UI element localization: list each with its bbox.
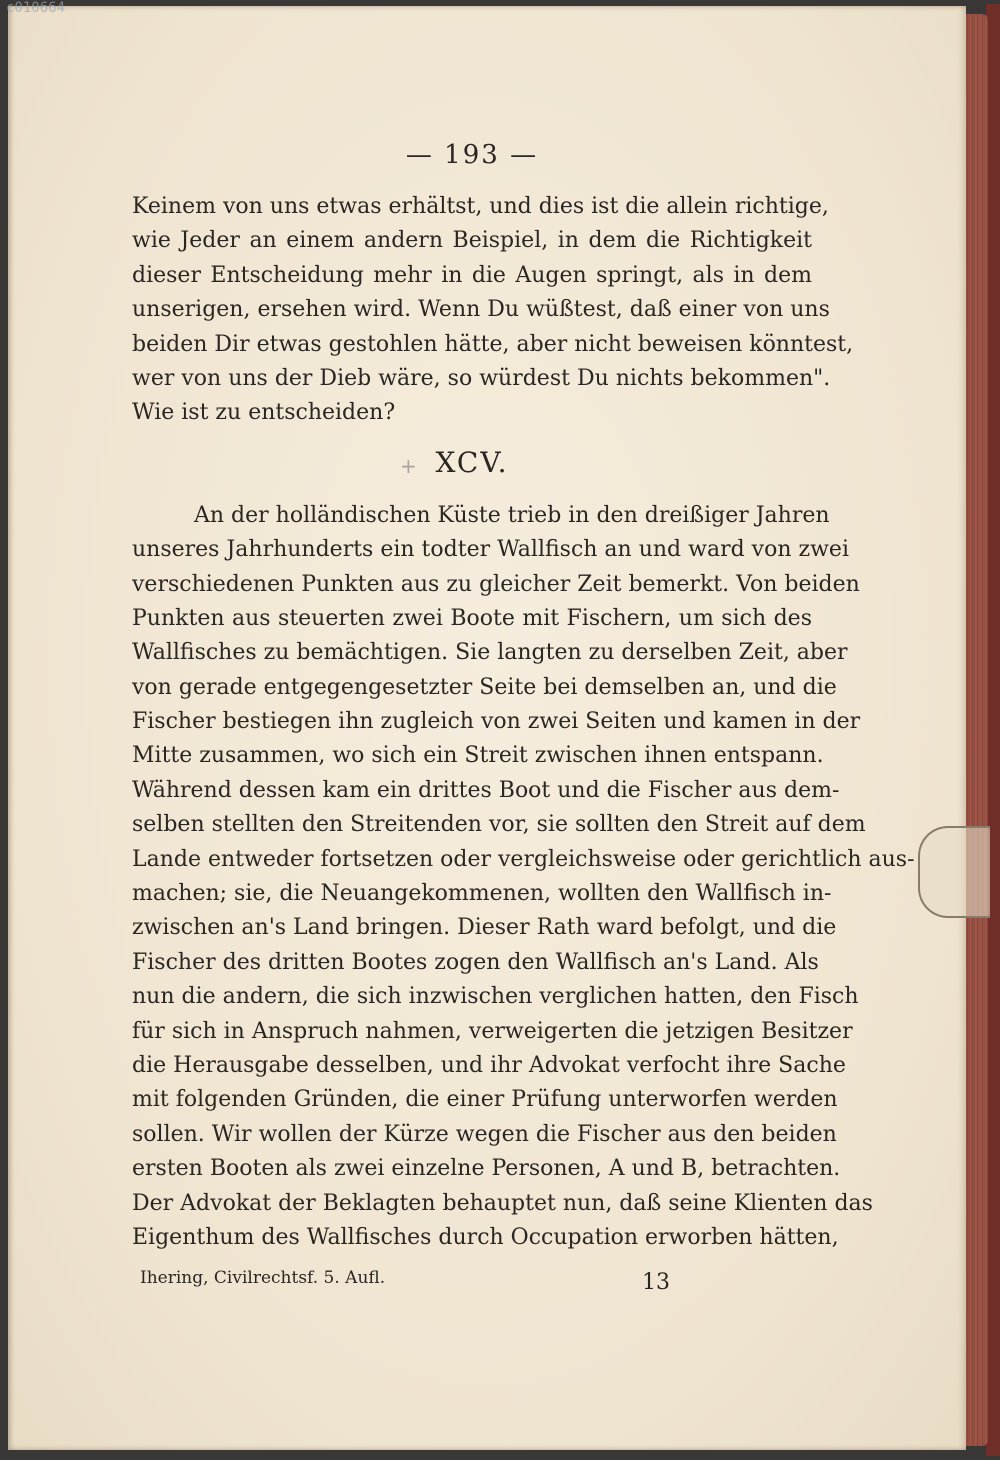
text-line: unserigen, ersehen wird. Wenn Du wüßtest, daß einer von uns (132, 297, 830, 323)
signature-mark: 13 (642, 1270, 670, 1295)
corner-mark: c010664 (6, 0, 66, 16)
text-line: beiden Dir etwas gestohlen hätte, aber nicht beweisen könntest, (132, 331, 854, 357)
text-line: unseres Jahrhunderts ein todter Wallfisch an und ward von zwei (132, 537, 849, 563)
paragraph-continuation (132, 190, 854, 431)
text-line: Lande entweder fortsetzen oder vergleichsweise oder gerichtlich aus- (132, 846, 915, 872)
text-line: wie Jeder an einem andern Beispiel, in dem die Richtigkeit (132, 228, 812, 254)
text-line: Fischer des dritten Bootes zogen den Wallfisch an's Land. Als (132, 949, 819, 975)
text-line: Wie ist zu entscheiden? (132, 400, 396, 426)
text-line: Mitte zusammen, wo sich ein Streit zwischen ihnen entspann. (132, 743, 824, 769)
text-line: An der holländischen Küste trieb in den dreißiger Jahren (194, 502, 830, 528)
text-line: sollen. Wir wollen der Kürze wegen die Fischer aus den beiden (132, 1121, 837, 1147)
page-clip (918, 826, 990, 918)
text-line: Wallfisches zu bemächtigen. Sie langten zu derselben Zeit, aber (132, 640, 848, 666)
pencil-mark: + (400, 454, 417, 478)
section-heading: XCV. (435, 445, 509, 479)
text-line: selben stellten den Streitenden vor, sie sollten den Streit auf dem (132, 812, 866, 838)
text-line: dieser Entscheidung mehr in die Augen springt, als in dem (132, 262, 812, 288)
paragraph-main (132, 499, 915, 1256)
text-line: Fischer bestiegen ihn zugleich von zwei Seiten und kamen in der (132, 709, 861, 735)
footer-citation: Ihering, Civilrechtsf. 5. Aufl. (140, 1268, 386, 1288)
text-block (132, 140, 915, 1255)
text-line: die Herausgabe desselben, und ihr Advokat verfocht ihre Sache (132, 1052, 846, 1078)
text-line: mit folgenden Gründen, die einer Prüfung unterworfen werden (132, 1087, 838, 1113)
text-line: Der Advokat der Beklagten behauptet nun, daß seine Klienten das (132, 1190, 873, 1216)
text-line: von gerade entgegengesetzter Seite bei demselben an, und die (132, 674, 837, 700)
text-line: Punkten aus steuerten zwei Boote mit Fischern, um sich des (132, 605, 812, 631)
cover-edge (986, 4, 1000, 1456)
text-line: ersten Booten als zwei einzelne Personen, A und B, betrachten. (132, 1156, 841, 1182)
text-line: Keinem von uns etwas erhältst, und dies ist die allein richtige, (132, 194, 829, 219)
text-line: Eigenthum des Wallfisches durch Occupation erworben hätten, (132, 1224, 839, 1250)
text-line: verschiedenen Punkten aus zu gleicher Zeit bemerkt. Von beiden (132, 571, 860, 597)
text-line: Während dessen kam ein drittes Boot und die Fischer aus dem- (132, 777, 840, 803)
text-line: zwischen an's Land bringen. Dieser Rath ward befolgt, und die (132, 915, 837, 941)
page-edges (964, 14, 988, 1446)
text-line: wer von uns der Dieb wäre, so würdest Du nichts bekommen". (132, 365, 831, 391)
text-line: für sich in Anspruch nahmen, verweigerten die jetzigen Besitzer (132, 1018, 853, 1044)
text-line: nun die andern, die sich inzwischen verglichen hatten, den Fisch (132, 984, 859, 1010)
text-line: machen; sie, die Neuangekommenen, wollten den Wallfisch in- (132, 881, 832, 907)
page-number: — 193 — (405, 140, 539, 170)
